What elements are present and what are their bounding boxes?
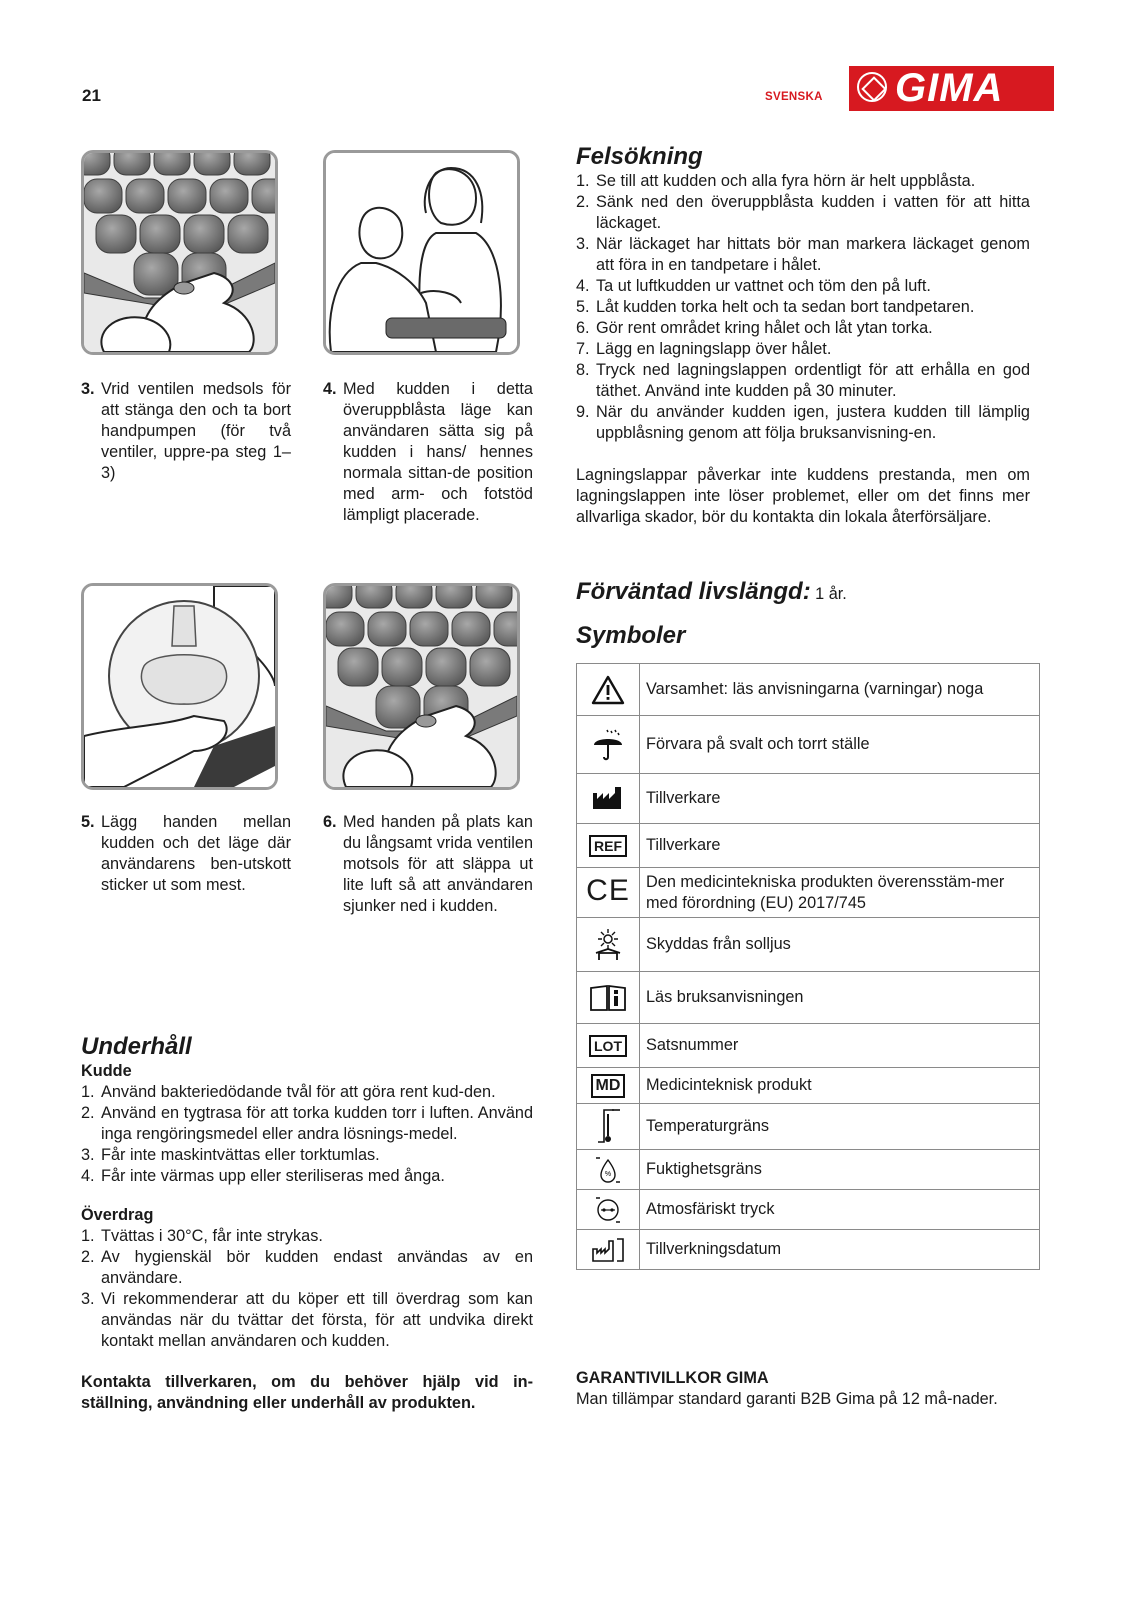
symbol-description: Satsnummer bbox=[640, 1024, 1040, 1068]
lot-icon: LOT bbox=[577, 1024, 640, 1068]
language-label: SVENSKA bbox=[765, 91, 823, 103]
list-item: 5. Låt kudden torka helt och ta sedan bort tandpetaren. bbox=[576, 298, 975, 316]
table-row bbox=[577, 972, 1040, 1024]
symbol-description: Skyddas från solljus bbox=[640, 918, 1040, 972]
symbol-description: Läs bruksanvisningen bbox=[640, 972, 1040, 1024]
table-row bbox=[577, 1190, 1040, 1230]
md-icon: MD bbox=[577, 1068, 640, 1104]
lifetime-label: Förväntad livslängd: bbox=[576, 578, 811, 605]
list-item: 2. Av hygienskäl bör kudden endast användas av en användare. bbox=[81, 1248, 533, 1287]
factory-icon bbox=[577, 774, 640, 824]
cushion-list bbox=[81, 1082, 533, 1187]
list-item: 3. Vi rekommenderar att du köper ett till överdrag som kan användas när du tvättar det första, för att undvika direkt kontakt mellan användaren och kudden. bbox=[81, 1290, 533, 1350]
pressure-icon bbox=[577, 1190, 640, 1230]
table-row bbox=[577, 1230, 1040, 1270]
umbrella-icon bbox=[577, 716, 640, 774]
symbol-description: Tillverkningsdatum bbox=[640, 1230, 1040, 1270]
symbols-table bbox=[576, 663, 1040, 1270]
step-text: Med handen på plats kan du långsamt vrida ventilen motsols för att släppa ut lite luft så att användaren sjunker ned i kudden. bbox=[343, 813, 533, 915]
list-item: 4. Ta ut luftkudden ur vattnet och töm den på luft. bbox=[576, 277, 931, 295]
symbol-description: Temperaturgräns bbox=[640, 1104, 1040, 1150]
warranty-section bbox=[576, 1368, 1030, 1410]
illustration-valve-close bbox=[81, 150, 278, 355]
illustration-hand-under-bone bbox=[81, 583, 278, 790]
illustration-seated-user bbox=[323, 150, 520, 355]
list-item: 4. Får inte värmas upp eller steriliseras med ånga. bbox=[81, 1167, 445, 1185]
symbol-description: Medicinteknisk produkt bbox=[640, 1068, 1040, 1104]
symbol-description: Förvara på svalt och torrt ställe bbox=[640, 716, 1040, 774]
lifetime-value: 1 år. bbox=[815, 585, 847, 603]
manufacture-date-icon bbox=[577, 1230, 640, 1270]
cover-list bbox=[81, 1226, 533, 1352]
list-item: 9. När du använder kudden igen, justera kudden till lämplig uppblåsning genom att följa bruksanvisning-en. bbox=[576, 403, 1030, 442]
table-row bbox=[577, 1104, 1040, 1150]
warranty-text: Man tillämpar standard garanti B2B Gima på 12 må-nader. bbox=[576, 1390, 998, 1408]
gima-logo-mark-icon bbox=[857, 72, 887, 102]
step-number: 4. bbox=[323, 380, 337, 398]
ref-icon: REF bbox=[577, 824, 640, 868]
step-6 bbox=[323, 812, 533, 917]
step-3 bbox=[81, 379, 291, 484]
contact-note: Kontakta tillverkaren, om du behöver hjälp vid in-ställning, användning eller underhåll av produkten. bbox=[81, 1373, 533, 1412]
step-text: Med kudden i detta överuppblåsta läge kan användaren sätta sig på kudden i hans/ hennes normala sittan-de position med arm- och fotstöd lämpligt placerade. bbox=[343, 380, 533, 524]
ce-mark-icon: CE bbox=[577, 868, 640, 918]
list-item: 8. Tryck ned lagningslappen ordentligt för att erhålla en god täthet. Använd inte kudden på 30 minuter. bbox=[576, 361, 1030, 400]
table-row bbox=[577, 918, 1040, 972]
list-item: 1. Använd bakteriedödande tvål för att göra rent kud-den. bbox=[81, 1083, 496, 1101]
list-item: 2. Använd en tygtrasa för att torka kudden torr i luften. Använd inga rengöringsmedel eller andra lösnings-medel. bbox=[81, 1104, 533, 1143]
step-text: Lägg handen mellan kudden och det läge där användarens ben-utskott sticker ut som mest. bbox=[101, 813, 291, 894]
table-row bbox=[577, 868, 1040, 918]
table-row bbox=[577, 1068, 1040, 1104]
symbols-title: Symboler bbox=[576, 622, 686, 649]
svg-text:%: % bbox=[604, 1170, 612, 1178]
sun-protect-icon bbox=[577, 918, 640, 972]
symbol-description: Den medicintekniska produkten överensstäm-mer med förordning (EU) 2017/745 bbox=[640, 868, 1040, 918]
list-item: 1. Tvättas i 30°C, får inte strykas. bbox=[81, 1227, 323, 1245]
list-item: 6. Gör rent området kring hålet och låt ytan torka. bbox=[576, 319, 933, 337]
symbols-title-wrap bbox=[576, 622, 685, 650]
symbol-description: Tillverkare bbox=[640, 774, 1040, 824]
troubleshooting-list bbox=[576, 171, 1030, 444]
step-number: 5. bbox=[81, 813, 95, 831]
gima-logo-text: GIMA bbox=[895, 66, 1004, 110]
humidity-icon bbox=[577, 1150, 640, 1190]
page-number: 21 bbox=[82, 86, 101, 105]
warning-triangle-icon bbox=[577, 664, 640, 716]
list-item: 3. Får inte maskintvättas eller torktumlas. bbox=[81, 1146, 380, 1164]
step-4 bbox=[323, 379, 533, 526]
table-row bbox=[577, 664, 1040, 716]
header-rule bbox=[849, 110, 1054, 111]
troubleshooting-note: Lagningslappar påverkar inte kuddens prestanda, men om lagningslappen inte löser problemet, eller om det finns mer allvarliga skador, bör du kontakta din lokala återförsäljare. bbox=[576, 466, 1030, 526]
cushion-subtitle: Kudde bbox=[81, 1062, 132, 1080]
table-row bbox=[577, 774, 1040, 824]
symbol-description: Tillverkare bbox=[640, 824, 1040, 868]
step-5 bbox=[81, 812, 291, 896]
table-row bbox=[577, 824, 1040, 868]
thermometer-icon bbox=[577, 1104, 640, 1150]
table-row bbox=[577, 1024, 1040, 1068]
cover-subtitle: Överdrag bbox=[81, 1206, 154, 1224]
table-row bbox=[577, 1150, 1040, 1190]
list-item: 2. Sänk ned den överuppblåsta kudden i vatten för att hitta läckaget. bbox=[576, 193, 1030, 232]
maintenance-title: Underhåll bbox=[81, 1033, 192, 1060]
gima-logo bbox=[849, 66, 1054, 110]
table-row bbox=[577, 716, 1040, 774]
illustration-valve-release bbox=[323, 583, 520, 790]
symbol-description: Atmosfäriskt tryck bbox=[640, 1190, 1040, 1230]
lifetime-line bbox=[576, 578, 1030, 606]
symbol-description: Fuktighetsgräns bbox=[640, 1150, 1040, 1190]
troubleshooting-title: Felsökning bbox=[576, 143, 703, 170]
list-item: 1. Se till att kudden och alla fyra hörn är helt uppblåsta. bbox=[576, 172, 976, 190]
warranty-title: GARANTIVILLKOR GIMA bbox=[576, 1369, 769, 1387]
maintenance-section bbox=[81, 1033, 533, 1414]
list-item: 3. När läckaget har hittats bör man markera läckaget genom att föra in en tandpetare i hålet. bbox=[576, 235, 1030, 274]
list-item: 7. Lägg en lagningslapp över hålet. bbox=[576, 340, 832, 358]
symbols-table-wrap bbox=[576, 663, 1040, 1270]
step-text: Vrid ventilen medsols för att stänga den och ta bort handpumpen (för två ventiler, uppre-pa steg 1–3) bbox=[101, 380, 291, 482]
troubleshooting-section bbox=[576, 143, 1030, 528]
manual-info-icon bbox=[577, 972, 640, 1024]
step-number: 6. bbox=[323, 813, 337, 831]
step-number: 3. bbox=[81, 380, 95, 398]
symbol-description: Varsamhet: läs anvisningarna (varningar) noga bbox=[640, 664, 1040, 716]
